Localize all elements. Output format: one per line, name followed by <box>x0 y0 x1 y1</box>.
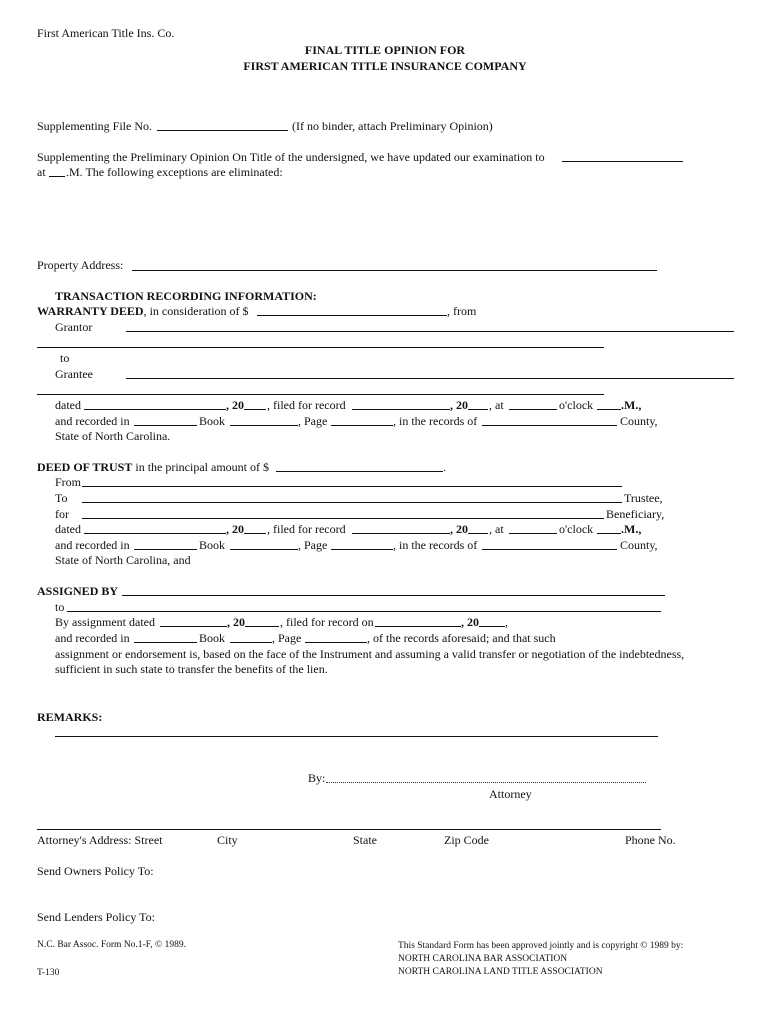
wd-oclock-label: o'clock <box>559 398 594 412</box>
assign-book-label: Book <box>199 631 226 645</box>
assign-page-label: , Page <box>272 631 302 645</box>
dot-filed-year-field[interactable] <box>468 533 488 534</box>
send-lenders-label: Send Lenders Policy To: <box>37 910 155 924</box>
grantor-field-1[interactable] <box>126 331 734 332</box>
records-aforesaid-label: , of the records aforesaid; and that such <box>367 631 556 645</box>
assign-recorded-field[interactable] <box>134 642 197 643</box>
attorney-address-field[interactable] <box>37 829 661 830</box>
approved-text: This Standard Form has been approved jointly and is copyright © 1989 by: <box>398 941 684 951</box>
exam-time-field[interactable] <box>49 176 65 177</box>
attorney-label: Attorney <box>489 787 532 801</box>
exceptions-text: .M. The following exceptions are eliminated: <box>66 165 283 179</box>
wd-page-label: , Page <box>298 414 328 428</box>
wd-state-label: State of North Carolina. <box>55 429 171 443</box>
by-assignment-label: By assignment dated <box>55 615 155 629</box>
assign-filed-label: , filed for record on <box>280 615 374 629</box>
wd-filed-year-field[interactable] <box>468 409 488 410</box>
dot-time-field[interactable] <box>509 533 557 534</box>
dot-year-field[interactable] <box>244 533 266 534</box>
warranty-deed-label: WARRANTY DEED <box>37 304 144 318</box>
assign-20-label: , 20 <box>227 615 245 629</box>
deed-of-trust-label: DEED OF TRUST <box>37 460 133 474</box>
wd-recorded-field[interactable] <box>134 425 197 426</box>
dot-at-label: , at <box>489 522 504 536</box>
city-label: City <box>217 833 238 847</box>
property-address-label: Property Address: <box>37 258 124 272</box>
dot-beneficiary-field[interactable] <box>82 518 604 519</box>
principal-amount-label: in the principal amount of $ <box>132 460 269 474</box>
form-code: T-130 <box>37 968 60 978</box>
dot-book-label: Book <box>199 538 226 552</box>
consideration-amount-field[interactable] <box>257 315 447 316</box>
dot-oclock-label: o'clock <box>559 522 594 536</box>
wd-at-label: , at <box>489 398 504 412</box>
form-title-line2: FIRST AMERICAN TITLE INSURANCE COMPANY <box>243 59 527 73</box>
remarks-label: REMARKS: <box>37 710 103 724</box>
supp-file-label: Supplementing File No. <box>37 119 152 133</box>
wd-time-field[interactable] <box>509 409 557 410</box>
dot-state-label: State of North Carolina, and <box>55 553 191 567</box>
grantee-field-2[interactable] <box>37 394 604 395</box>
dot-county-label: County, <box>620 538 658 552</box>
dot-county-field[interactable] <box>482 549 617 550</box>
dot-trustee-field[interactable] <box>82 502 622 503</box>
nclta-name: NORTH CAROLINA LAND TITLE ASSOCIATION <box>398 967 603 977</box>
grantee-label: Grantee <box>55 367 93 381</box>
wd-county-label: County, <box>620 414 658 428</box>
wd-20b-label: , 20 <box>450 398 468 412</box>
wd-page-field[interactable] <box>331 425 393 426</box>
assignment-dated-field[interactable] <box>160 626 227 627</box>
exam-date-field[interactable] <box>562 161 683 162</box>
dot-filed-label: , filed for record <box>267 522 346 536</box>
assign-book-field[interactable] <box>230 642 272 643</box>
wd-book-label: Book <box>199 414 226 428</box>
consideration-label: , in consideration of $ <box>143 304 249 318</box>
wd-records-label: , in the records of <box>393 414 478 428</box>
to-label: to <box>60 351 70 365</box>
assign-filed-year-field[interactable] <box>479 626 505 627</box>
dot-20-label: , 20 <box>226 522 244 536</box>
dot-dated-label: dated <box>55 522 81 536</box>
state-label: State <box>353 833 377 847</box>
assignment-text: assignment or endorsement is, based on the face of the Instrument and assuming a valid transfer or negotiation of the indebtedness, <box>55 647 685 661</box>
dot-for-label: for <box>55 507 69 521</box>
wd-recorded-label: and recorded in <box>55 414 130 428</box>
wd-m-label: .M., <box>621 398 642 412</box>
form-number: N.C. Bar Assoc. Form No.1-F, © 1989. <box>37 940 186 950</box>
assign-filed-field[interactable] <box>375 626 461 627</box>
wd-filed-field[interactable] <box>352 409 450 410</box>
wd-filed-label: , filed for record <box>267 398 346 412</box>
wd-dated-label: dated <box>55 398 81 412</box>
grantor-field-2[interactable] <box>37 347 604 348</box>
assigned-by-label: ASSIGNED BY <box>37 584 119 598</box>
assigned-to-label: to <box>55 600 65 614</box>
wd-dated-field[interactable] <box>84 409 226 410</box>
dot-am-pm-field[interactable] <box>597 533 621 534</box>
dot-from-field[interactable] <box>82 486 622 487</box>
form-title-line1: FINAL TITLE OPINION FOR <box>304 43 466 57</box>
dot-m-label: .M., <box>621 522 642 536</box>
ncba-name: NORTH CAROLINA BAR ASSOCIATION <box>398 954 568 964</box>
dot-to-label: To <box>55 491 68 505</box>
dot-filed-field[interactable] <box>352 533 450 534</box>
assign-recorded-label: and recorded in <box>55 631 130 645</box>
dot-recorded-label: and recorded in <box>55 538 130 552</box>
dot-line <box>37 460 269 474</box>
dot-from-label: From <box>55 475 82 489</box>
dot-period: . <box>443 460 446 474</box>
grantor-label: Grantor <box>55 320 93 334</box>
send-owners-label: Send Owners Policy To: <box>37 864 154 878</box>
wd-county-field[interactable] <box>482 425 617 426</box>
wd-book-field[interactable] <box>230 425 298 426</box>
wd-20-label: , 20 <box>226 398 244 412</box>
assigned-by-field[interactable] <box>122 595 665 596</box>
attorney-street-label: Attorney's Address: Street <box>37 833 163 847</box>
assign-20b-label: , 20 <box>461 615 479 629</box>
phone-label: Phone No. <box>625 833 676 847</box>
remarks-field[interactable] <box>55 736 658 737</box>
beneficiary-label: Beneficiary, <box>606 507 665 521</box>
assign-trailing-comma: , <box>505 615 508 629</box>
assigned-to-field[interactable] <box>67 611 661 612</box>
assign-page-field[interactable] <box>305 642 367 643</box>
zip-label: Zip Code <box>444 833 489 847</box>
property-address-field[interactable] <box>132 270 657 271</box>
by-label: By: <box>308 771 326 785</box>
attorney-signature-field[interactable] <box>326 782 646 783</box>
from-label: , from <box>447 304 477 318</box>
transaction-header: TRANSACTION RECORDING INFORMATION: <box>55 289 317 303</box>
at-label: at <box>37 165 46 179</box>
dot-20b-label: , 20 <box>450 522 468 536</box>
dot-dated-field[interactable] <box>84 533 226 534</box>
company-name: First American Title Ins. Co. <box>37 26 175 40</box>
wd-year-field[interactable] <box>244 409 266 410</box>
dot-records-label: , in the records of <box>393 538 478 552</box>
dot-page-label: , Page <box>298 538 328 552</box>
grantee-field-1[interactable] <box>126 378 734 379</box>
sufficient-text: sufficient in such state to transfer the benefits of the lien. <box>55 662 328 676</box>
warranty-deed-line <box>37 304 249 318</box>
dot-page-field[interactable] <box>331 549 393 550</box>
dot-recorded-field[interactable] <box>134 549 197 550</box>
supp-file-field[interactable] <box>157 130 288 131</box>
assign-year-field[interactable] <box>245 626 279 627</box>
supp-prelim-text: Supplementing the Preliminary Opinion On Title of the undersigned, we have updated our examination to <box>37 150 545 164</box>
supp-file-note: (If no binder, attach Preliminary Opinion) <box>292 119 493 133</box>
principal-amount-field[interactable] <box>276 471 443 472</box>
trustee-label: Trustee, <box>624 491 663 505</box>
wd-am-pm-field[interactable] <box>597 409 621 410</box>
dot-book-field[interactable] <box>230 549 298 550</box>
